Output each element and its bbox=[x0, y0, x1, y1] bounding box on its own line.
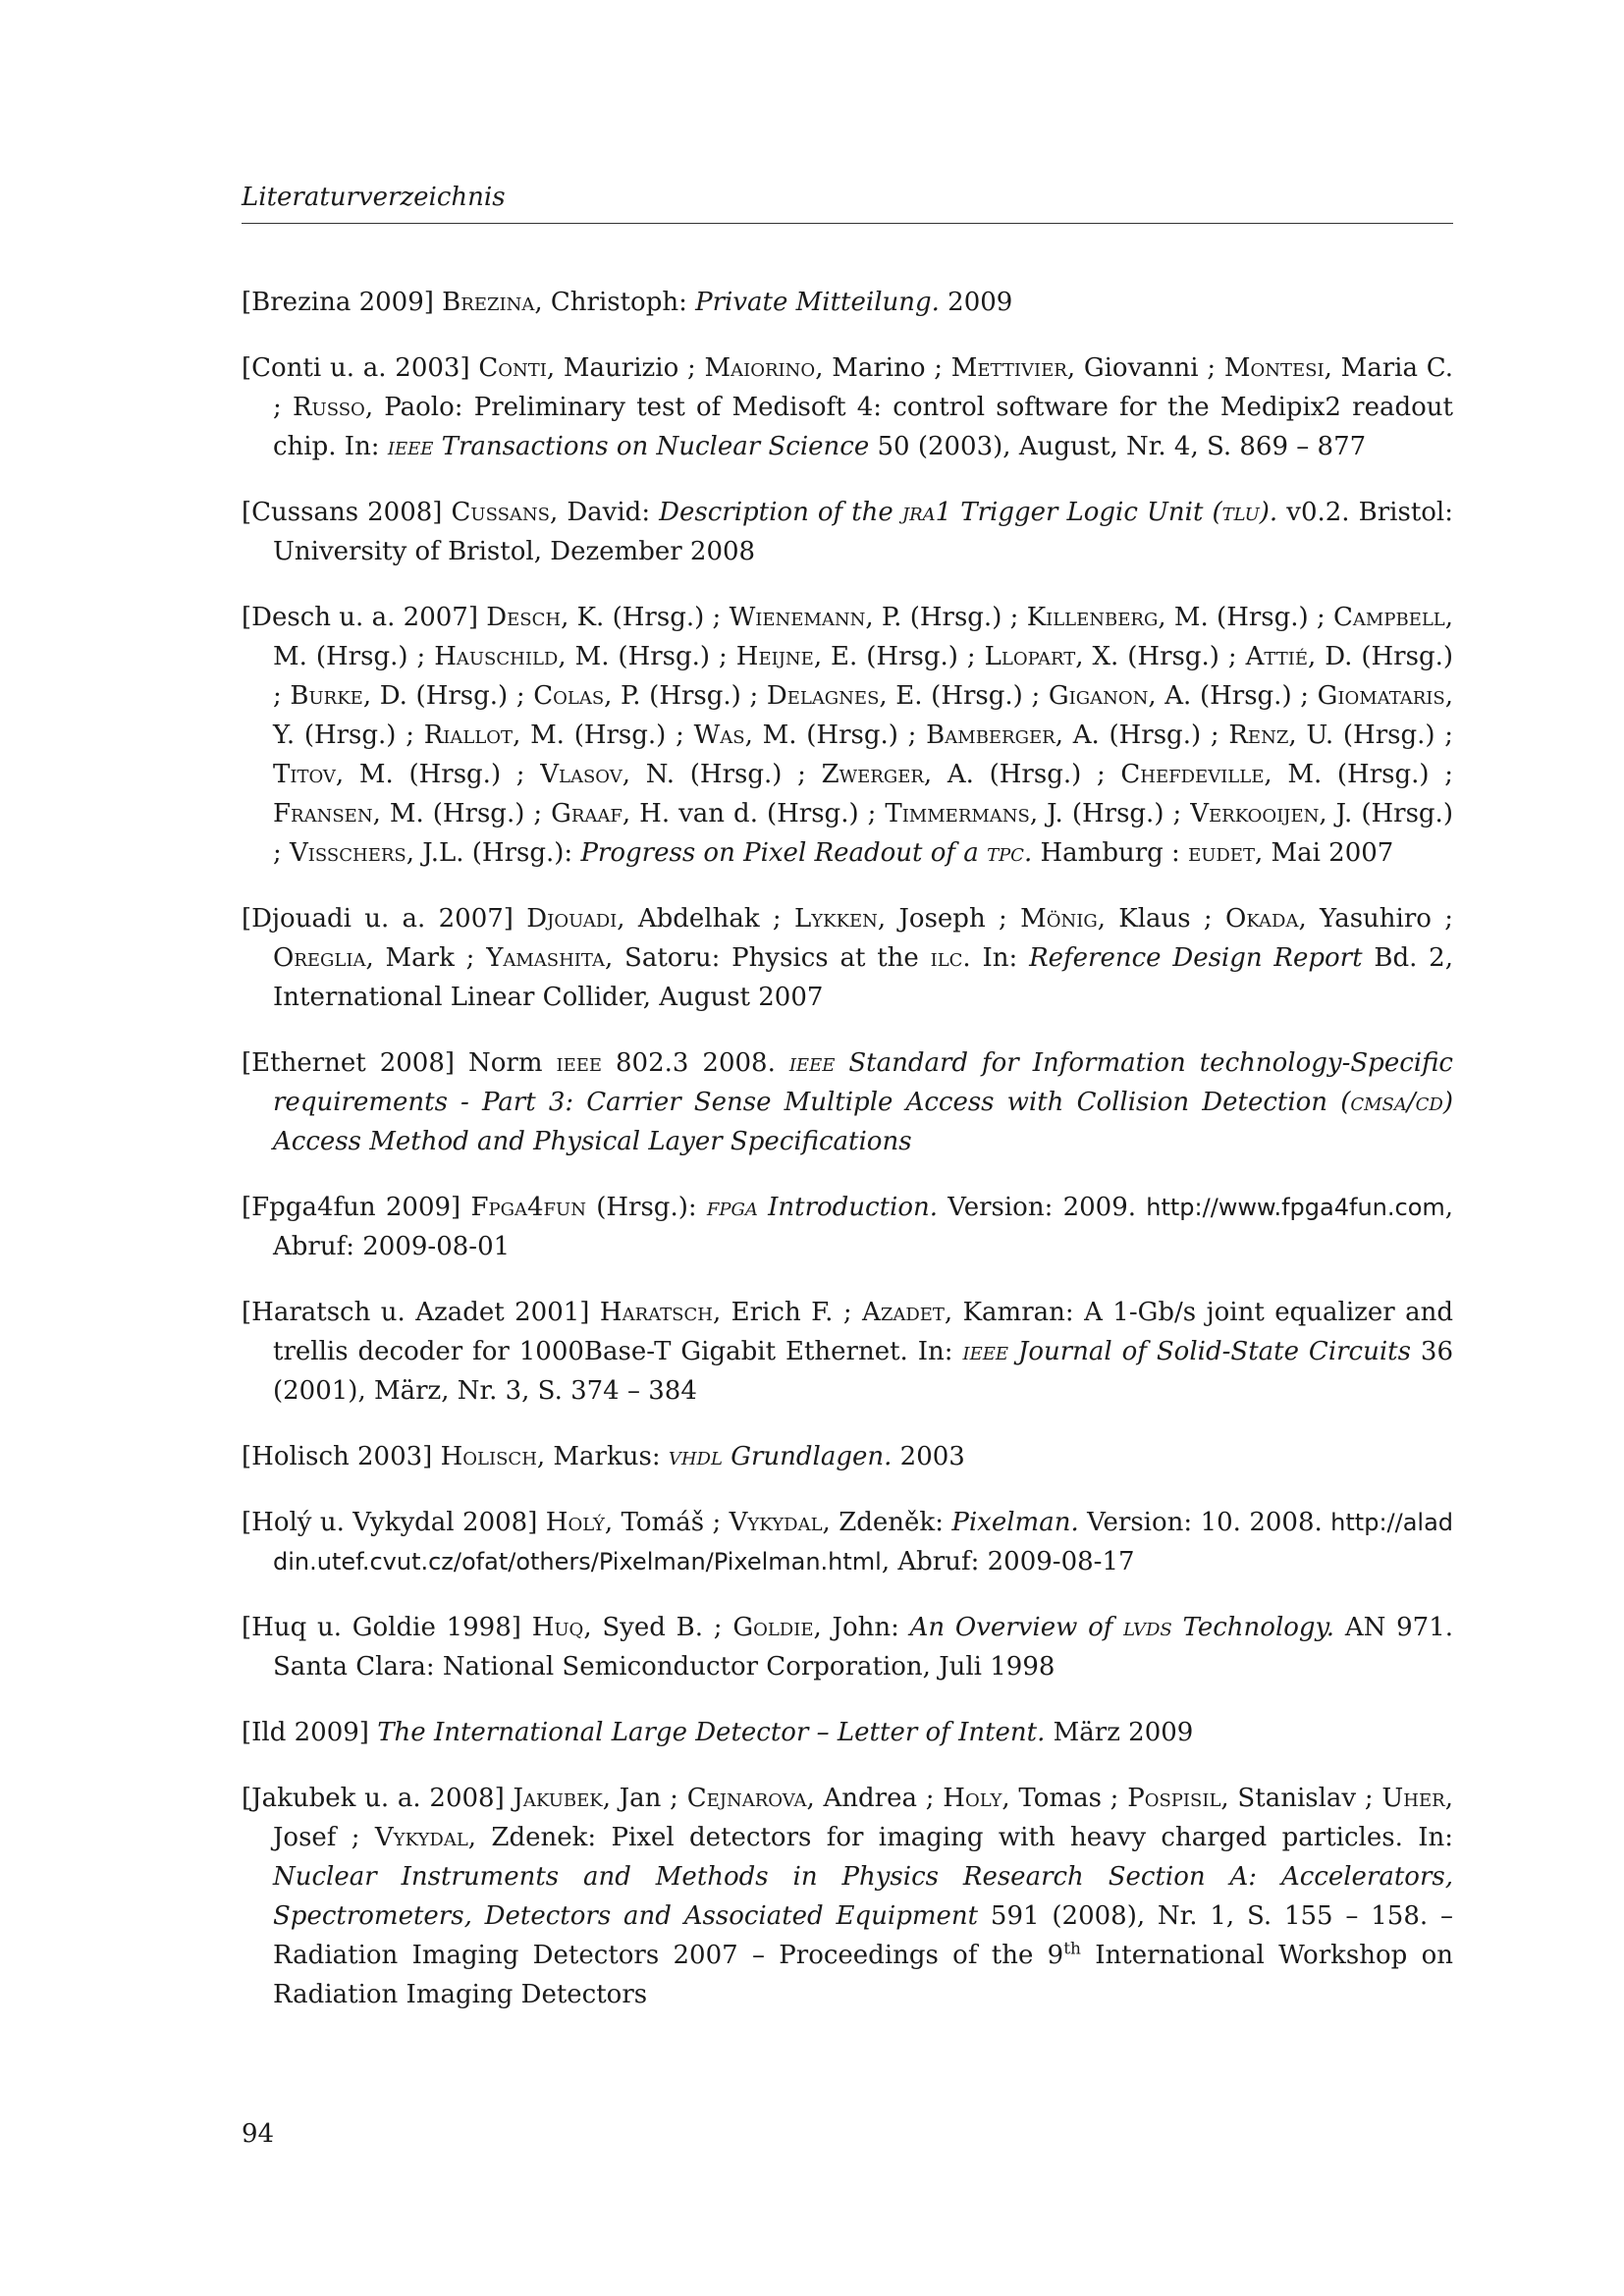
ref-text: 36 (2001), März, Nr. 3, S. 374 – 384 bbox=[273, 1337, 1454, 1406]
reference-desch bbox=[242, 598, 1453, 873]
ref-key: [Cussans 2008] bbox=[242, 498, 443, 527]
ref-url-link[interactable]: http://www.fpga4fun.com bbox=[1146, 1194, 1445, 1221]
ref-text: , John: bbox=[813, 1613, 910, 1642]
ref-author: Azadet bbox=[862, 1298, 945, 1327]
ref-author: Renz bbox=[1228, 721, 1289, 750]
ref-text: AN 971. Santa Clara: National Semiconductor Corporation, Juli 1998 bbox=[273, 1613, 1454, 1682]
ref-author: Titov bbox=[273, 760, 336, 789]
reference-jakubek bbox=[242, 1779, 1453, 2014]
reference-holy bbox=[242, 1503, 1453, 1581]
ref-text: , Tomas ; bbox=[1001, 1784, 1128, 1813]
ref-author: Holý bbox=[545, 1508, 605, 1537]
ref-key: [Ild 2009] bbox=[242, 1718, 369, 1747]
ref-text: , D. (Hrsg.) ; bbox=[273, 642, 1453, 711]
ref-text: , E. (Hrsg.) ; bbox=[879, 681, 1049, 711]
ref-text: , Maria C. ; bbox=[273, 353, 1453, 422]
ref-text: , M. (Hrsg.) ; bbox=[335, 760, 541, 789]
ref-author: Visschers bbox=[290, 838, 406, 868]
ref-key: [Brezina 2009] bbox=[242, 288, 434, 317]
ref-author: Cejnarova bbox=[686, 1784, 807, 1813]
reference-ethernet bbox=[242, 1043, 1453, 1161]
ref-text: v0.2. Bristol: University of Bristol, Dezember 2008 bbox=[273, 498, 1453, 566]
running-header bbox=[242, 178, 1453, 224]
header-rule bbox=[242, 223, 1453, 224]
reference-haratsch bbox=[242, 1293, 1453, 1411]
ref-title: ). bbox=[1259, 498, 1278, 527]
ref-title: Description of the bbox=[659, 498, 902, 527]
ref-text: , Joseph ; bbox=[877, 904, 1021, 934]
ref-author: Russo bbox=[292, 393, 365, 422]
ref-text: , Josef ; bbox=[273, 1784, 1453, 1852]
ref-text: , Andrea ; bbox=[806, 1784, 944, 1813]
ref-text: , Kamran: A 1-Gb/s joint equalizer and trellis decoder for 1000Base-T Gigabit Ethernet. In: bbox=[273, 1298, 1453, 1366]
ref-text: , A. (Hrsg.) ; bbox=[923, 760, 1121, 789]
ref-author: Jakubek bbox=[513, 1784, 603, 1813]
ref-key: [Holý u. Vykydal 2008] bbox=[242, 1508, 538, 1537]
ref-text: , U. (Hrsg.) ; bbox=[1288, 721, 1454, 750]
ref-title: . bbox=[1023, 838, 1033, 868]
ref-author-list bbox=[273, 603, 1453, 868]
reference-djouadi bbox=[242, 899, 1453, 1017]
ref-text: , H. van d. (Hrsg.) ; bbox=[622, 799, 886, 828]
ref-title-acronym: fpga bbox=[706, 1193, 758, 1222]
ref-author: Attié bbox=[1245, 642, 1308, 671]
ref-key: [Huq u. Goldie 1998] bbox=[242, 1613, 521, 1642]
ref-author: Djouadi bbox=[526, 904, 618, 934]
ref-author: Llopart bbox=[984, 642, 1076, 671]
ref-text: , M. (Hrsg.) ; bbox=[513, 721, 694, 750]
ref-text: , A. (Hrsg.) ; bbox=[1055, 721, 1229, 750]
ref-author: Cussans bbox=[451, 498, 550, 527]
ref-text: , Abruf: 2009-08-17 bbox=[881, 1547, 1135, 1576]
ref-title: An Overview of bbox=[909, 1613, 1124, 1642]
ref-text: , P. (Hrsg.) ; bbox=[865, 603, 1027, 632]
ref-author: Montesi bbox=[1223, 353, 1325, 383]
ref-title-acronym: lvds bbox=[1123, 1613, 1172, 1642]
ref-text: , J.L. (Hrsg.): bbox=[406, 838, 581, 868]
ref-author: Desch bbox=[486, 603, 562, 632]
ref-author: Conti bbox=[478, 353, 547, 383]
ref-superscript: th bbox=[1063, 1939, 1081, 1959]
ref-author: Okada bbox=[1225, 904, 1299, 934]
ref-title-acronym: tlu bbox=[1221, 498, 1260, 527]
ref-text: , D. (Hrsg.) ; bbox=[362, 681, 534, 711]
ref-text: , Satoru: Physics at the bbox=[604, 943, 931, 973]
ref-key: [Conti u. a. 2003] bbox=[242, 353, 470, 383]
ref-title: ) Access Method and Physical Layer Specifications bbox=[273, 1088, 1453, 1156]
ref-text: , M. (Hrsg.) ; bbox=[744, 721, 927, 750]
ref-author: Giganon bbox=[1048, 681, 1149, 711]
ref-author: Zwerger bbox=[821, 760, 924, 789]
ref-author: Hauschild bbox=[434, 642, 559, 671]
reference-holisch bbox=[242, 1437, 1453, 1476]
ref-text: Hamburg : bbox=[1032, 838, 1189, 868]
ref-title: Pixelman. bbox=[951, 1508, 1079, 1537]
ref-title: The International Large Detector – Letter of Intent. bbox=[377, 1718, 1046, 1747]
ref-text: , M. (Hrsg.) ; bbox=[372, 799, 552, 828]
ref-author: Holy bbox=[943, 1784, 1002, 1813]
ref-text: , Zdenek: Pixel detectors for imaging with heavy charged particles. In: bbox=[467, 1823, 1454, 1852]
ref-text: , M. (Hrsg.) ; bbox=[273, 603, 1454, 671]
ref-title: Private Mitteilung. bbox=[695, 288, 940, 317]
ref-text: , Abruf: 2009-08-01 bbox=[273, 1193, 1454, 1261]
ref-text: , Markus: bbox=[536, 1442, 669, 1471]
ref-author: Delagnes bbox=[766, 681, 880, 711]
ref-author: Riallot bbox=[423, 721, 514, 750]
ref-text: , K. (Hrsg.) ; bbox=[561, 603, 730, 632]
ref-text: , Abdelhak ; bbox=[617, 904, 794, 934]
ref-key: [Jakubek u. a. 2008] bbox=[242, 1784, 505, 1813]
ref-author: Pospisil bbox=[1127, 1784, 1221, 1813]
ref-author: Killenberg bbox=[1026, 603, 1159, 632]
ref-text: März 2009 bbox=[1045, 1718, 1194, 1747]
ref-author: Wienemann bbox=[729, 603, 866, 632]
ref-text: , Erich F. ; bbox=[712, 1298, 863, 1327]
ref-author: Burke bbox=[290, 681, 363, 711]
ref-author: Fpga4fun bbox=[470, 1193, 586, 1222]
ref-text: , Syed B. ; bbox=[583, 1613, 733, 1642]
ref-text: , M. (Hrsg.) ; bbox=[558, 642, 736, 671]
ref-text: , Mark ; bbox=[365, 943, 487, 973]
ref-author: Brezina bbox=[442, 288, 535, 317]
ref-author: Heijne bbox=[735, 642, 814, 671]
ref-journal-acronym: ieee bbox=[387, 432, 434, 461]
ref-author: Vlasov bbox=[540, 760, 623, 789]
ref-key: [Holisch 2003] bbox=[242, 1442, 433, 1471]
ref-title: Trigger Logic Unit ( bbox=[951, 498, 1222, 527]
ref-journal: Journal of Solid-State Circuits bbox=[1007, 1337, 1411, 1366]
header-title: Literaturverzeichnis bbox=[242, 183, 506, 212]
ref-author: Holisch bbox=[440, 1442, 537, 1471]
reference-cussans bbox=[242, 493, 1453, 571]
ref-author: Mönig bbox=[1020, 904, 1098, 934]
ref-text: Norm bbox=[455, 1048, 557, 1078]
ref-key: [Djouadi u. a. 2007] bbox=[242, 904, 514, 934]
ref-text: 591 (2008), Nr. 1, S. 155 – 158. – Radiation Imaging Detectors 2007 – Proceedings of the 9 bbox=[273, 1901, 1453, 1970]
ref-author: Chefdeville bbox=[1120, 760, 1265, 789]
ref-key: [Fpga4fun 2009] bbox=[242, 1193, 461, 1222]
ref-text: , A. (Hrsg.) ; bbox=[1148, 681, 1318, 711]
ref-text: , Yasuhiro ; bbox=[1298, 904, 1454, 934]
ref-author: Campbell bbox=[1333, 603, 1445, 632]
ref-text: , P. (Hrsg.) ; bbox=[604, 681, 767, 711]
ref-author: Yamashita bbox=[486, 943, 605, 973]
ref-text: 50 (2003), August, Nr. 4, S. 869 – 877 bbox=[869, 432, 1367, 461]
ref-text: , Mai 2007 bbox=[1254, 838, 1394, 868]
reference-huq bbox=[242, 1608, 1453, 1686]
ref-book: Reference Design Report bbox=[1029, 943, 1363, 973]
ref-author: Oreglia bbox=[273, 943, 366, 973]
ref-author: Was bbox=[693, 721, 745, 750]
bibliography-list bbox=[242, 283, 1453, 2041]
ref-text: , E. (Hrsg.) ; bbox=[813, 642, 985, 671]
ref-journal-acronym: ieee bbox=[962, 1337, 1008, 1366]
ref-author: Timmermans bbox=[885, 799, 1030, 828]
ref-title-acronym: vhdl bbox=[668, 1442, 723, 1471]
ref-text: , M. (Hrsg.) ; bbox=[1158, 603, 1334, 632]
ref-text: , Christoph: bbox=[534, 288, 696, 317]
ref-text: International Workshop on Radiation Imaging Detectors bbox=[273, 1941, 1453, 2009]
ref-text: (Hrsg.): bbox=[585, 1193, 707, 1222]
ref-author: Bamberger bbox=[926, 721, 1056, 750]
ref-author: Goldie bbox=[732, 1613, 814, 1642]
ref-text: Version: 2009. bbox=[938, 1193, 1147, 1222]
ref-acronym: ieee bbox=[556, 1048, 602, 1078]
ref-author: Giomataris bbox=[1317, 681, 1445, 711]
ref-author: Mettivier bbox=[950, 353, 1067, 383]
ref-key: [Ethernet 2008] bbox=[242, 1048, 456, 1078]
ref-author: Maiorino bbox=[704, 353, 816, 383]
reference-fpga4fun bbox=[242, 1188, 1453, 1266]
ref-title: Introduction. bbox=[757, 1193, 939, 1222]
ref-text: , Marino ; bbox=[815, 353, 951, 383]
ref-title-acronym: tpc bbox=[987, 838, 1024, 868]
ref-text: , Tomáš ; bbox=[604, 1508, 730, 1537]
ref-title: Grundlagen. bbox=[722, 1442, 893, 1471]
ref-author: Colas bbox=[533, 681, 605, 711]
ref-journal: Nuclear Instruments and Methods in Physics Research Section A: Accelerators, Spectrometers, Detectors and Associated Equipment bbox=[273, 1862, 1453, 1931]
ref-text: 802.3 2008. bbox=[602, 1048, 789, 1078]
ref-text: , Jan ; bbox=[602, 1784, 687, 1813]
ref-text: Version: 10. 2008. bbox=[1078, 1508, 1331, 1537]
ref-text: . In: bbox=[962, 943, 1030, 973]
ref-text: , Maurizio ; bbox=[546, 353, 705, 383]
ref-publisher: eudet bbox=[1188, 838, 1255, 868]
ref-author: Verkooijen bbox=[1190, 799, 1320, 828]
ref-text: , Klaus ; bbox=[1097, 904, 1226, 934]
reference-brezina bbox=[242, 283, 1453, 322]
ref-title-acronym: jra1 bbox=[901, 498, 952, 527]
ref-title: Progress on Pixel Readout of a bbox=[580, 838, 988, 868]
ref-author: Graaf bbox=[551, 799, 623, 828]
ref-title: Technology. bbox=[1171, 1613, 1335, 1642]
ref-journal: Transactions on Nuclear Science bbox=[433, 432, 870, 461]
ref-text: , J. (Hrsg.) ; bbox=[273, 799, 1453, 868]
ref-text: , Paolo: Preliminary test of Medisoft 4: control software for the Medipix2 readout chip. In: bbox=[273, 393, 1453, 461]
ref-key: [Desch u. a. 2007] bbox=[242, 603, 478, 632]
ref-text: , Zdeněk: bbox=[822, 1508, 952, 1537]
ref-text: , J. (Hrsg.) ; bbox=[1029, 799, 1191, 828]
ref-author: Fransen bbox=[273, 799, 373, 828]
reference-ild bbox=[242, 1713, 1453, 1752]
ref-author: Vykydal bbox=[374, 1823, 468, 1852]
ref-title: Standard for Information technology-Specific requirements - Part 3: Carrier Sense Multiple Access with Collision Detection ( bbox=[273, 1048, 1453, 1117]
ref-text: , Y. (Hrsg.) ; bbox=[273, 681, 1453, 750]
ref-author: Lykken bbox=[793, 904, 878, 934]
ref-text: , David: bbox=[550, 498, 660, 527]
ref-url-link[interactable]: http://aladdin.utef.cvut.cz/ofat/others/Pixelman/Pixelman.html bbox=[273, 1509, 1454, 1575]
ref-author: Uher bbox=[1381, 1784, 1445, 1813]
page-number: 94 bbox=[242, 2119, 275, 2149]
ref-text: 2003 bbox=[892, 1442, 965, 1471]
ref-acronym: ilc bbox=[930, 943, 963, 973]
ref-text: , Giovanni ; bbox=[1066, 353, 1224, 383]
ref-text: , X. (Hrsg.) ; bbox=[1075, 642, 1246, 671]
ref-key: [Haratsch u. Azadet 2001] bbox=[242, 1298, 590, 1327]
ref-text: , M. (Hrsg.) ; bbox=[1264, 760, 1453, 789]
ref-text: , Stanislav ; bbox=[1220, 1784, 1382, 1813]
ref-title-acronym: ieee bbox=[788, 1048, 836, 1078]
ref-text: 2009 bbox=[939, 288, 1013, 317]
ref-text: Bd. 2, International Linear Collider, August 2007 bbox=[273, 943, 1453, 1012]
reference-conti bbox=[242, 348, 1453, 466]
ref-author: Huq bbox=[531, 1613, 584, 1642]
ref-title-acronym: cmsa/cd bbox=[1350, 1088, 1443, 1117]
ref-author: Vykydal bbox=[729, 1508, 823, 1537]
ref-text: , N. (Hrsg.) ; bbox=[622, 760, 822, 789]
ref-author: Haratsch bbox=[599, 1298, 713, 1327]
